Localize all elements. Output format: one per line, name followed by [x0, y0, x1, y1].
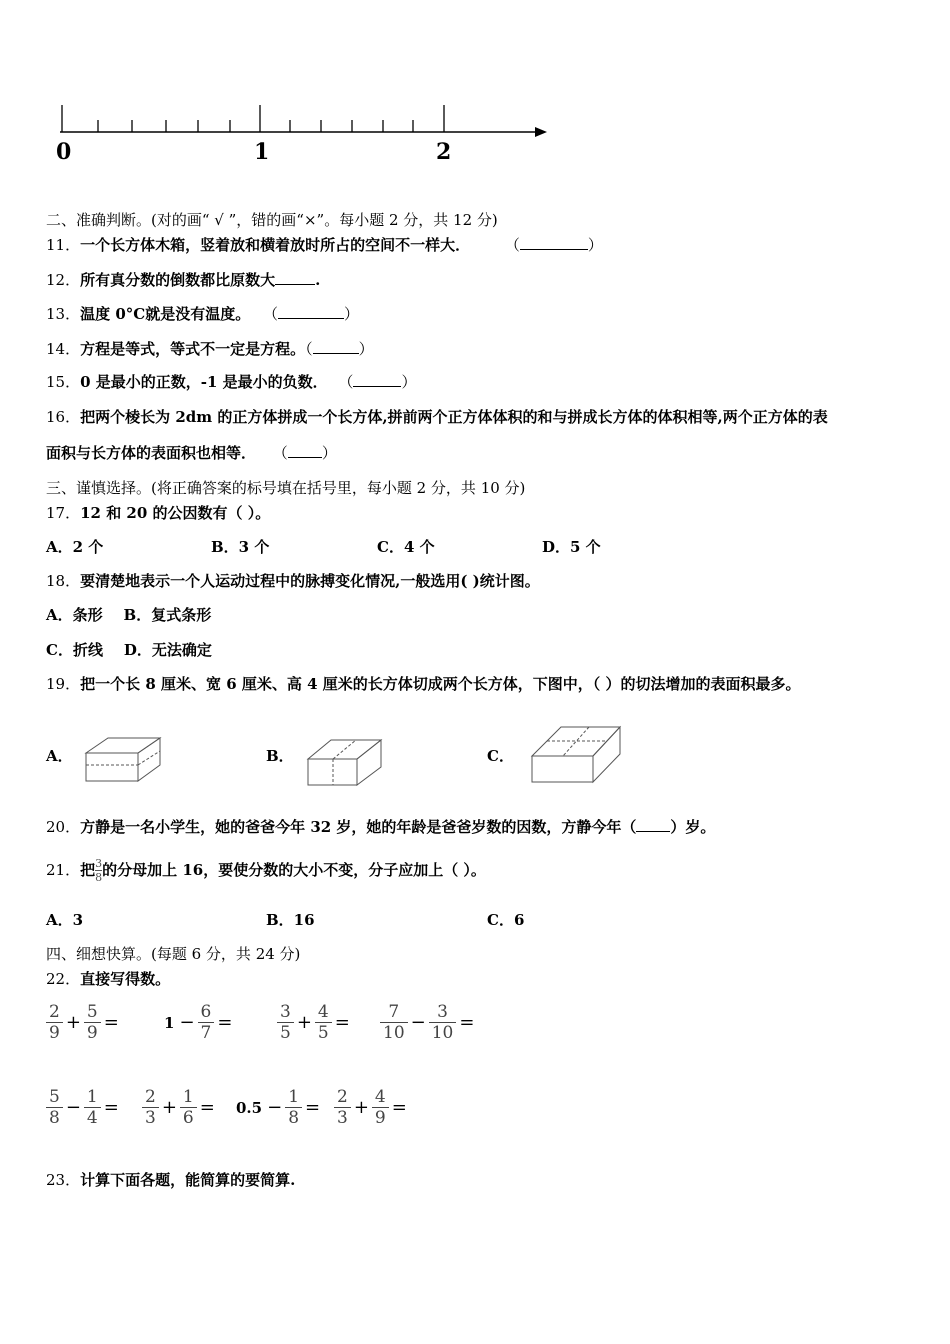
question-20: 20．方静是一名小学生，她的爸爸今年 32 岁，她的年龄是爸爸岁数的因数，方静今年（ ）岁。 [46, 818, 716, 836]
box-vertical-cut-figure[interactable] [305, 737, 385, 787]
number-line-label: 0 [56, 139, 72, 165]
arrow-right-icon [535, 127, 547, 137]
math-expression: $\frac{2}{3}$ + $\frac{4}{9}$ = [334, 1087, 409, 1128]
option-a[interactable]: A．3 [46, 911, 84, 929]
answer-blank[interactable] [636, 817, 670, 832]
option-c[interactable]: C． [487, 747, 514, 765]
question-15: 15．0 是最小的正数，-1 是最小的负数． （ ） [46, 373, 417, 391]
option-a[interactable]: A．2 个 [46, 538, 104, 556]
math-expression: 0.5 − $\frac{1}{8}$ = [236, 1087, 321, 1128]
math-expression: $\frac{2}{9}$ + $\frac{5}{9}$ = [46, 1002, 121, 1043]
question-17: 17．12 和 20 的公因数有（ ）。 [46, 504, 271, 522]
section2-heading: 二、准确判断。(对的画“ √ ”，错的画“×”。每小题 2 分，共 12 分) [46, 211, 498, 229]
question-13: 13．温度 0°C就是没有温度。 （ ） [46, 305, 360, 323]
answer-blank[interactable] [288, 443, 322, 458]
question-19: 19．把一个长 8 厘米、宽 6 厘米、高 4 厘米的长方体切成两个长方体，下图中，（ ）的切法增加的表面积最多。 [46, 675, 801, 693]
answer-blank[interactable] [313, 339, 359, 354]
number-line-label: 2 [436, 139, 452, 165]
option-c[interactable]: C．6 [487, 911, 525, 929]
options-row[interactable]: C．折线 D．无法确定 [46, 641, 212, 659]
options-row[interactable]: A．条形 B．复式条形 [46, 606, 212, 624]
question-16-cont: 面积与长方体的表面积也相等． （ ） [46, 444, 337, 462]
question-18: 18．要清楚地表示一个人运动过程中的脉搏变化情况,一般选用( )统计图。 [46, 572, 540, 590]
option-b[interactable]: B．3 个 [211, 538, 270, 556]
math-expression: 1 − $\frac{6}{7}$ = [164, 1002, 233, 1043]
option-c[interactable]: C．4 个 [377, 538, 435, 556]
math-expression: $\frac{7}{10}$ − $\frac{3}{10}$ = [380, 1002, 476, 1043]
option-b[interactable]: B． [266, 747, 294, 765]
answer-blank[interactable] [353, 372, 401, 387]
question-23: 23．计算下面各题，能简算的要简算. [46, 1171, 296, 1189]
question-22: 22．直接写得数。 [46, 970, 171, 988]
option-d[interactable]: D．5 个 [542, 538, 601, 556]
math-expression: $\frac{3}{5}$ + $\frac{4}{5}$ = [277, 1002, 352, 1043]
question-12: 12．所有真分数的倒数都比原数大 . [46, 271, 321, 289]
math-expression: $\frac{2}{3}$ + $\frac{1}{6}$ = [142, 1087, 217, 1128]
box-horizontal-cut-figure[interactable] [84, 735, 162, 785]
question-11: 11．一个长方体木箱，竖着放和横着放时所占的空间不一样大． （ ） [46, 236, 603, 254]
answer-blank[interactable] [275, 270, 315, 285]
option-a[interactable]: A． [46, 747, 73, 765]
number-line [50, 95, 560, 170]
question-16: 16．把两个棱长为 2dm 的正方体拼成一个长方体,拼前两个正方体体积的和与拼成长方体的体积相等,两个正方体的表 [46, 408, 828, 426]
fraction: 3 8 [95, 856, 103, 884]
answer-blank[interactable] [278, 304, 344, 319]
section3-heading: 三、谨慎选择。(将正确答案的标号填在括号里，每小题 2 分，共 10 分) [46, 479, 526, 497]
box-top-cut-figure[interactable] [529, 724, 625, 786]
option-b[interactable]: B．16 [266, 911, 315, 929]
number-line-label: 1 [254, 139, 270, 165]
question-21: 21． 把 3 8 的分母加上 16，要使分数的大小不变，分子应加上（ ）。 [46, 856, 486, 884]
question-14: 14．方程是等式，等式不一定是方程。（ ） [46, 340, 374, 358]
section4-heading: 四、细想快算。(每题 6 分，共 24 分) [46, 945, 301, 963]
math-expression: $\frac{5}{8}$ − $\frac{1}{4}$ = [46, 1087, 121, 1128]
answer-blank[interactable] [520, 235, 588, 250]
